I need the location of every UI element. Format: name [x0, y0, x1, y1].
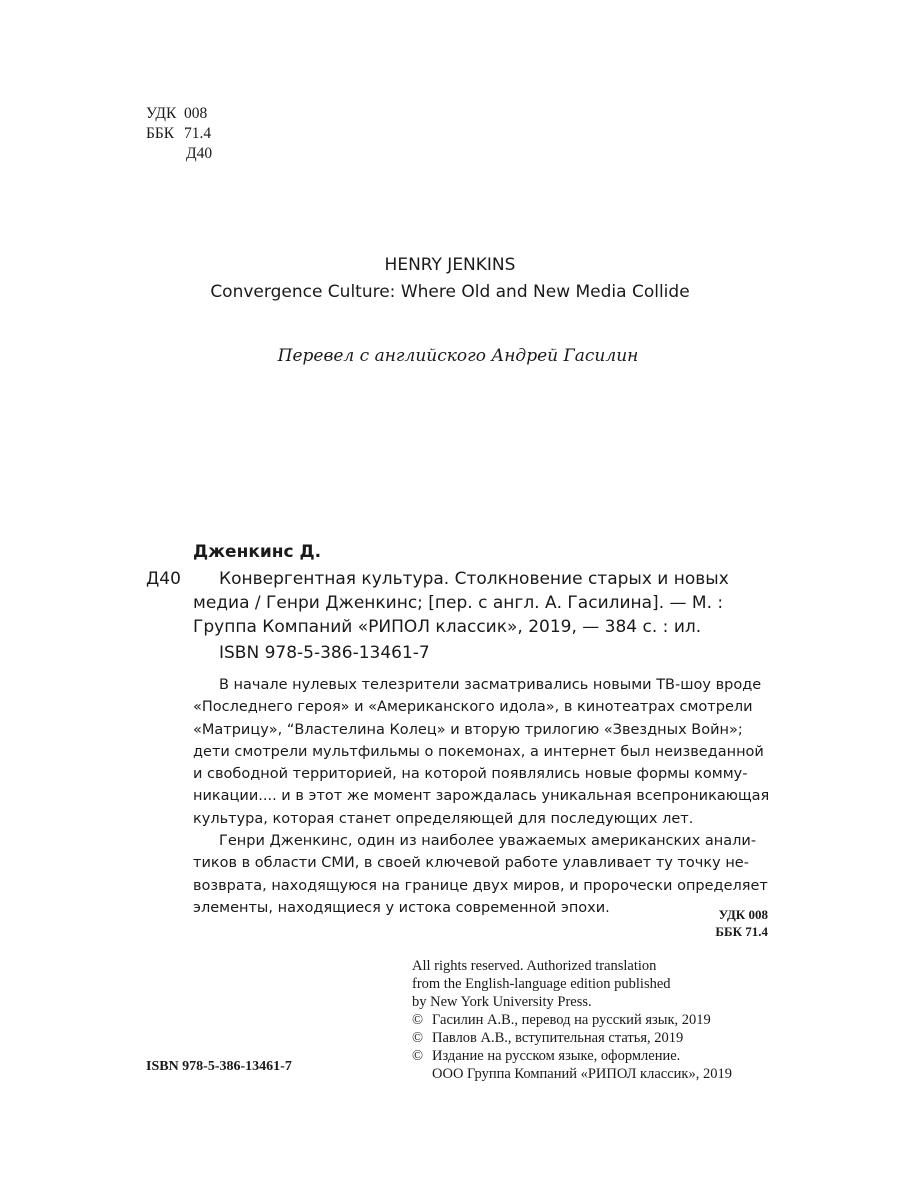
copyright-line — [412, 1011, 732, 1029]
footer-bbk: ББК 71.4 — [715, 924, 768, 939]
rights-line: from the English-language edition published — [412, 976, 671, 992]
copyright-line — [412, 1047, 732, 1065]
cutter-code: Д40 — [186, 145, 213, 162]
copyright-icon: © — [412, 1048, 424, 1064]
original-author: HENRY JENKINS — [384, 255, 516, 275]
annotation-line: элементы, находящиеся у истока современной эпохи. — [193, 899, 610, 916]
description-line: Группа Компаний «РИПОЛ классик», 2019, — 384 с. : ил. — [193, 617, 702, 637]
copyright-icon: © — [412, 1012, 424, 1028]
annotation — [193, 674, 771, 919]
copyright-text: Павлов А.В., вступительная статья, 2019 — [432, 1030, 684, 1046]
annotation-line: дети смотрели мультфильмы о покемонах, а интернет был неизведанной — [193, 743, 764, 760]
udk-label: УДК — [146, 105, 177, 122]
footer-isbn: ISBN 978-5-386-13461-7 — [146, 1059, 292, 1074]
author-heading: Дженкинс Д. — [193, 542, 322, 562]
copyright-text: Издание на русском языке, оформление. — [432, 1048, 681, 1064]
udk-row — [146, 104, 212, 124]
record-isbn: ISBN 978-5-386-13461-7 — [219, 643, 430, 663]
annotation-line: Генри Дженкинс, один из наиболее уважаемых американских анали- — [219, 833, 757, 850]
copyright-continuation: ООО Группа Компаний «РИПОЛ классик», 2019 — [432, 1066, 732, 1082]
bibliographic-description — [193, 567, 771, 639]
annotation-line: «Последнего героя» и «Американского идола», в кинотеатрах смотрели — [193, 699, 753, 716]
footer-udk: УДК 008 — [718, 907, 768, 922]
rights-line: by New York University Press. — [412, 994, 592, 1010]
annotation-line: никации.... и в этот же момент зарождалась уникальная всепроникающая — [193, 788, 770, 805]
annotation-line: «Матрицу», “Властелина Колец» и вторую трилогию «Звездных Войн»; — [193, 721, 743, 738]
record-cutter-code: Д40 — [146, 569, 181, 589]
bbk-row — [146, 124, 212, 144]
bbk-value: 71.4 — [184, 125, 212, 142]
footer-classification — [600, 906, 768, 940]
translator-note: Перевел с английского Андрей Гасилин — [277, 346, 639, 366]
copyright-line — [412, 1029, 732, 1047]
description-line: медиа / Генри Дженкинс; [пер. с англ. А. Гасилина]. — М. : — [193, 593, 724, 613]
annotation-line: В начале нулевых телезрители засматривались новыми ТВ-шоу вроде — [219, 677, 762, 693]
rights-block — [412, 957, 732, 1083]
annotation-line: культура, которая станет определяющей для последующих лет. — [193, 810, 694, 827]
annotation-line: возврата, находящуюся на границе двух миров, и пророчески определяет — [193, 877, 768, 894]
annotation-line: тиков в области СМИ, в своей ключевой работе улавливает ту точку не- — [193, 855, 749, 872]
copyright-text: Гасилин А.В., перевод на русский язык, 2019 — [432, 1012, 711, 1028]
original-title: Convergence Culture: Where Old and New Media Collide — [210, 282, 690, 302]
bbk-label: ББК — [146, 125, 175, 142]
annotation-line: и свободной территорией, на которой появлялись новые формы комму- — [193, 766, 748, 783]
original-edition — [0, 252, 900, 306]
description-line: Конвергентная культура. Столкновение старых и новых — [219, 569, 729, 589]
copyright-icon: © — [412, 1030, 424, 1046]
udk-value: 008 — [184, 105, 208, 122]
classification-codes — [146, 104, 212, 164]
rights-line: All rights reserved. Authorized translation — [412, 958, 657, 974]
